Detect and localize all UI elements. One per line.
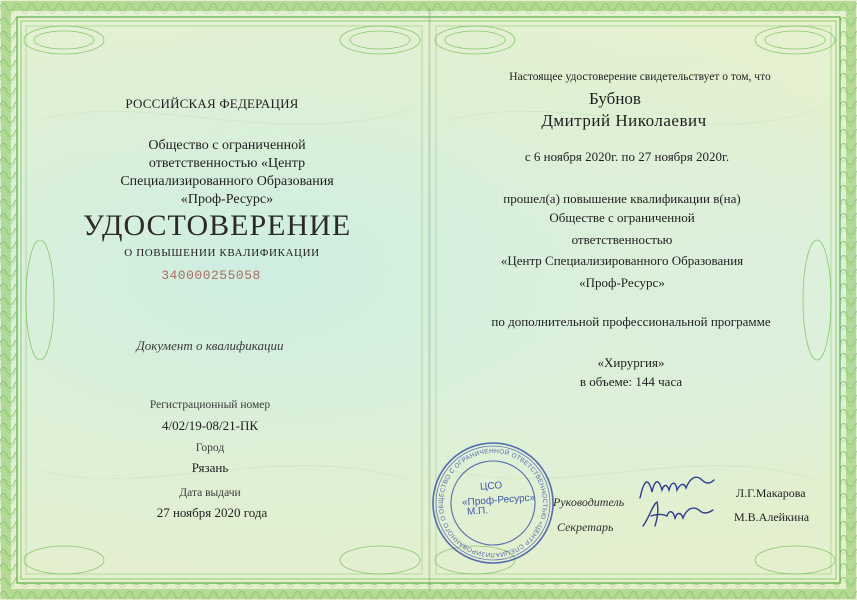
- issue-date-label: Дата выдачи: [179, 487, 241, 499]
- city-value: Рязань: [191, 460, 229, 475]
- head-role-label: Руководитель: [553, 495, 625, 509]
- document-subtitle: О ПОВЫШЕНИИ КВАЛИФИКАЦИИ: [124, 247, 320, 259]
- program-volume: в объеме: 144 часа: [579, 374, 683, 389]
- training-period: с 6 ноября 2020г. по 27 ноября 2020г.: [524, 149, 730, 164]
- certification-intro: Настоящее удостоверение свидетельствует о том, что: [509, 71, 771, 83]
- program-intro: по дополнительной профессиональной программе: [491, 314, 771, 329]
- document-type: Документ о квалификации: [136, 338, 284, 353]
- serial-number: 340000255058: [161, 268, 261, 283]
- provider-line-3: «Центр Специализированного Образования: [500, 253, 744, 268]
- issuer-line-2: ответственностью «Центр: [148, 156, 306, 171]
- issue-date: 27 ноября 2020 года: [156, 505, 268, 520]
- stamp-line-2: «Проф-Ресурс»: [461, 492, 536, 509]
- holder-name: Дмитрий Николаевич: [541, 111, 707, 130]
- program-name: «Хирургия»: [597, 355, 665, 370]
- issuer-line-3: Специализированного Образования: [120, 174, 334, 189]
- document-title: УДОСТОВЕРЕНИЕ: [82, 209, 352, 242]
- stamp-line-1: ЦСО: [479, 480, 503, 493]
- registration-label: Регистрационный номер: [149, 399, 271, 411]
- head-name: Л.Г.Макарова: [736, 486, 806, 500]
- secretary-signature: [637, 496, 717, 532]
- country-heading: РОССИЙСКАЯ ФЕДЕРАЦИЯ: [125, 96, 299, 111]
- holder-surname: Бубнов: [589, 89, 641, 108]
- issuer-line-4: «Проф-Ресурс»: [180, 192, 274, 207]
- issuer-line-1: Общество с ограниченной: [148, 138, 306, 153]
- registration-number: 4/02/19-08/21-ПК: [161, 418, 259, 433]
- stamp-line-3: М.П.: [466, 505, 489, 518]
- secretary-name: М.В.Алейкина: [734, 510, 810, 524]
- secretary-role-label: Секретарь: [557, 520, 614, 534]
- completion-statement: прошел(а) повышение квалификации в(на): [503, 191, 741, 206]
- city-label: Город: [195, 442, 225, 454]
- provider-line-4: «Проф-Ресурс»: [579, 275, 665, 290]
- svg-text:ОБЩЕСТВО С ОГРАНИЧЕННОЙ ОТВЕТС: ОБЩЕСТВО С ОГРАНИЧЕННОЙ ОТВЕТСТВЕННОСТЬЮ «ЦЕНТР СПЕЦИАЛИЗИРОВАННОГО ОБРАЗОВАНИЯ: [437, 447, 549, 559]
- provider-line-2: ответственностью: [571, 232, 673, 247]
- provider-line-1: Обществе с ограниченной: [549, 210, 695, 225]
